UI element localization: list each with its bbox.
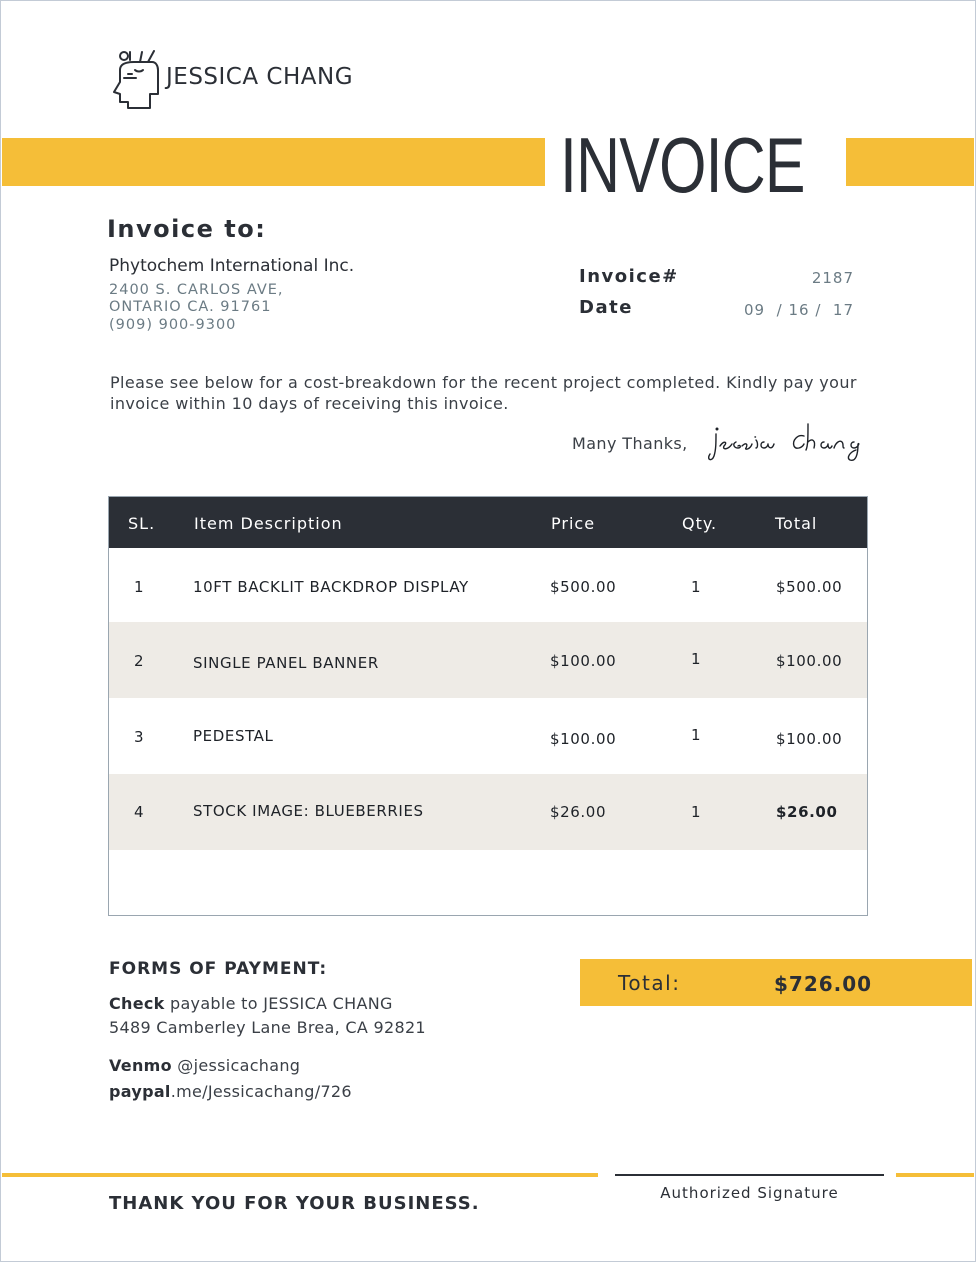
footer-accent-line-right	[896, 1173, 974, 1177]
paypal-line	[109, 1082, 352, 1101]
row-total: $100.00	[776, 730, 843, 748]
paypal-label: paypal	[109, 1082, 171, 1101]
table-row	[109, 622, 867, 698]
total-value: $726.00	[774, 972, 873, 996]
row-qty: 1	[691, 803, 702, 821]
header-accent-bar-right	[846, 138, 974, 186]
table-row	[109, 774, 867, 850]
table-row	[109, 698, 867, 774]
client-address-line1: 2400 S. CARLOS AVE,	[109, 282, 284, 298]
venmo-text: @jessicachang	[171, 1056, 301, 1075]
row-description: PEDESTAL	[193, 727, 274, 745]
row-qty: 1	[691, 578, 702, 596]
line-items-table	[108, 496, 868, 916]
footer-accent-line-left	[2, 1173, 598, 1177]
row-price: $26.00	[550, 803, 607, 821]
date-label: Date	[579, 297, 633, 318]
header-qty: Qty.	[682, 514, 718, 533]
invoice-title: INVOICE	[560, 121, 805, 209]
client-address-line2: ONTARIO CA. 91761	[109, 299, 272, 315]
row-description: STOCK IMAGE: BLUEBERRIES	[193, 802, 424, 820]
row-price: $500.00	[550, 578, 617, 596]
handwritten-signature	[708, 416, 873, 464]
total-bar	[580, 959, 972, 1006]
row-total: $100.00	[776, 652, 843, 670]
row-price: $100.00	[550, 730, 617, 748]
row-qty: 1	[691, 726, 702, 744]
row-description: 10FT BACKLIT BACKDROP DISPLAY	[193, 578, 469, 596]
date-value: 09 / 16 / 17	[744, 301, 854, 319]
header-description: Item Description	[194, 514, 343, 533]
paypal-text: .me/Jessicachang/726	[170, 1082, 352, 1101]
header-price: Price	[551, 514, 596, 533]
table-row	[109, 548, 867, 624]
forms-of-payment-heading: FORMS OF PAYMENT:	[109, 959, 328, 979]
header-accent-bar-left	[2, 138, 545, 186]
check-label: Check	[109, 994, 165, 1013]
venmo-line	[109, 1056, 300, 1075]
total-label: Total:	[618, 971, 681, 995]
brand-name: JESSICA CHANG	[166, 64, 354, 90]
client-company: Phytochem International Inc.	[109, 256, 355, 276]
row-sl: 3	[134, 728, 145, 746]
check-address: 5489 Camberley Lane Brea, CA 92821	[109, 1018, 426, 1037]
intro-text: Please see below for a cost-breakdown for the recent project completed. Kindly pay your invoice within 10 days of receiving this invoice.	[110, 373, 857, 413]
authorized-signature-label: Authorized Signature	[660, 1184, 839, 1202]
row-total: $26.00	[776, 803, 838, 821]
invoice-number-label: Invoice#	[579, 266, 679, 287]
row-sl: 2	[134, 652, 145, 670]
row-sl: 4	[134, 803, 145, 821]
header-sl: SL.	[128, 514, 156, 533]
check-text: payable to JESSICA CHANG	[164, 994, 393, 1013]
row-price: $100.00	[550, 652, 617, 670]
client-phone: (909) 900-9300	[109, 317, 237, 333]
thank-you-text: THANK YOU FOR YOUR BUSINESS.	[109, 1193, 480, 1214]
venmo-label: Venmo	[109, 1056, 172, 1075]
signature-line	[615, 1174, 884, 1176]
head-with-pencils-icon	[110, 50, 164, 112]
row-sl: 1	[134, 578, 145, 596]
check-line	[109, 994, 393, 1013]
row-description: SINGLE PANEL BANNER	[193, 654, 379, 672]
row-qty: 1	[691, 650, 702, 668]
thanks-text: Many Thanks,	[572, 434, 688, 453]
invoice-to-heading: Invoice to:	[107, 215, 267, 243]
table-header	[109, 497, 867, 548]
invoice-number-value: 2187	[811, 269, 854, 287]
row-total: $500.00	[776, 578, 843, 596]
header-total: Total	[775, 514, 818, 533]
